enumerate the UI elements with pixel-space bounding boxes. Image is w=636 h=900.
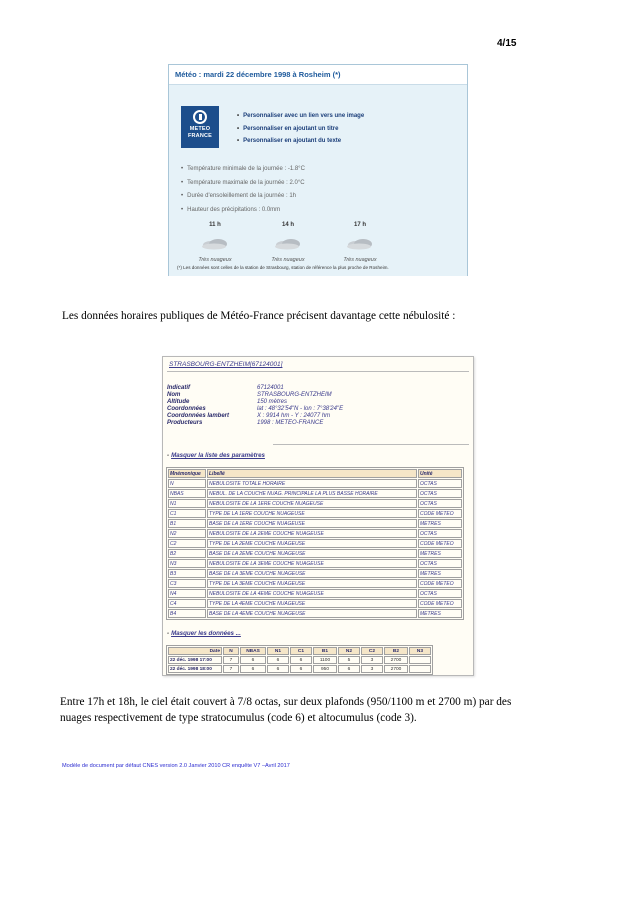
meteo-card (168, 64, 468, 276)
table-cell: 22 déc. 1998 17:00 (168, 656, 222, 664)
table-cell: B1 (168, 519, 206, 528)
personalize-links (237, 110, 364, 148)
table-cell: 7 (223, 656, 239, 664)
table-cell: NBAS (168, 489, 206, 498)
page-number: 4/15 (497, 38, 517, 49)
table-row (168, 589, 462, 598)
table-cell: OCTAS (418, 489, 462, 498)
table-cell: TYPE DE LA 4EME COUCHE NUAGEUSE (207, 599, 417, 608)
table-cell: 2700 (384, 656, 408, 664)
table-cell: C4 (168, 599, 206, 608)
table-cell: C3 (168, 579, 206, 588)
forecast-hour: 14 h (281, 222, 294, 228)
table-header-row (168, 647, 431, 655)
hide-params-link[interactable]: - Masquer la liste des paramètres (167, 452, 265, 459)
data-table (166, 645, 433, 675)
table-row (168, 559, 462, 568)
hide-data-link[interactable]: - Masquer les données ... (167, 630, 241, 637)
stat-min-temp: • Température minimale de la journée : -1.8°C (181, 166, 305, 172)
table-cell: N2 (168, 529, 206, 538)
table-cell: NEBULOSITE TOTALE HORAIRE (207, 479, 417, 488)
station-card (162, 356, 474, 676)
table-cell: C1 (168, 509, 206, 518)
table-cell: METRES (418, 519, 462, 528)
document-footer: Modèle de document par défaut CNES version 2.0 Janvier 2010 CR enquête V7 –Avril 2017 (62, 763, 290, 769)
forecast-14h (262, 222, 314, 263)
table-cell (409, 656, 431, 664)
table-cell: CODE METEO (418, 509, 462, 518)
table-cell: OCTAS (418, 479, 462, 488)
info-row: Coordonnées lambert X : 9914 hm - Y : 24077 hm (167, 413, 331, 419)
paragraph-line: nuages respectivement de type stratocumulus (code 6) et altocumulus (code 3). (60, 711, 417, 724)
table-cell: TYPE DE LA 3EME COUCHE NUAGEUSE (207, 579, 417, 588)
meteo-header: Météo : mardi 22 décembre 1998 à Rosheim (*) (169, 65, 467, 85)
cloud-icon (200, 238, 230, 250)
table-cell: METRES (418, 549, 462, 558)
info-row: Coordonnées lat : 48°32'54"N - lon : 7°38'24"E (167, 406, 344, 412)
info-row: Altitude 150 mètres (167, 399, 288, 405)
column-header: Mnémonique (168, 469, 206, 478)
station-title-link[interactable]: STRASBOURG-ENTZHEIM[67124001] (169, 361, 283, 368)
table-cell: 6 (240, 665, 266, 673)
column-header: B1 (313, 647, 337, 655)
table-cell: 6 (290, 665, 312, 673)
bullet-icon: • (237, 125, 240, 132)
info-row: Nom STRASBOURG-ENTZHEIM (167, 392, 332, 398)
table-cell: 2700 (384, 665, 408, 673)
table-cell: 5 (338, 656, 360, 664)
table-cell: OCTAS (418, 559, 462, 568)
table-cell: NEBULOSITE DE LA 2EME COUCHE NUAGEUSE (207, 529, 417, 538)
table-cell: OCTAS (418, 499, 462, 508)
table-cell: 6 (290, 656, 312, 664)
table-row (168, 549, 462, 558)
bullet-icon: • (237, 113, 240, 119)
personalize-link-title[interactable]: • Personnaliser en ajoutant un titre (237, 125, 339, 132)
table-cell: METRES (418, 609, 462, 618)
column-header: N (223, 647, 239, 655)
table-cell: BASE DE LA 4EME COUCHE NUAGEUSE (207, 609, 417, 618)
table-header-row (168, 469, 462, 478)
table-cell: TYPE DE LA 1ERE COUCHE NUAGEUSE (207, 509, 417, 518)
meteo-body (169, 85, 467, 276)
stat-max-temp: • Température maximale de la journée : 2.0°C (181, 179, 305, 186)
cloud-icon (345, 238, 375, 250)
table-row (168, 519, 462, 528)
table-cell: NEBULOSITE DE LA 3EME COUCHE NUAGEUSE (207, 559, 417, 568)
table-cell: 7 (223, 665, 239, 673)
table-cell: NEBULOSITE DE LA 1ERE COUCHE NUAGEUSE (207, 499, 417, 508)
table-cell: 950 (313, 665, 337, 673)
forecast-hour: 11 h (209, 222, 221, 228)
table-cell: N3 (168, 559, 206, 568)
table-cell: 6 (240, 656, 266, 664)
table-row (168, 569, 462, 578)
station-info (167, 385, 343, 427)
logo-line-1: METEO (189, 126, 211, 132)
column-header: N3 (409, 647, 431, 655)
table-row (168, 479, 462, 488)
forecast-11h (189, 222, 241, 263)
table-cell: C2 (168, 539, 206, 548)
logo-line-2: FRANCE (187, 132, 213, 139)
table-cell: 6 (267, 656, 289, 664)
table-cell: NEBULOSITE DE LA 4EME COUCHE NUAGEUSE (207, 589, 417, 598)
paragraph-conclusion (60, 695, 511, 726)
paragraph-intro: Les données horaires publiques de Météo-France précisent davantage cette nébulosité : (62, 310, 456, 322)
table-row (168, 599, 462, 608)
column-header: NBAS (240, 647, 266, 655)
table-cell: TYPE DE LA 2EME COUCHE NUAGEUSE (207, 539, 417, 548)
table-cell: CODE METEO (418, 539, 462, 548)
personalize-link-image[interactable]: • Personnaliser avec un lien vers une image (237, 113, 365, 119)
column-header: N1 (267, 647, 289, 655)
divider (167, 371, 469, 372)
table-row (168, 489, 462, 498)
meteo-france-logo (181, 106, 219, 148)
column-header: B2 (384, 647, 408, 655)
column-header: Unité (418, 469, 462, 478)
table-cell: CODE METEO (418, 579, 462, 588)
info-row: Producteurs 1998 : METEO-FRANCE (167, 420, 324, 426)
table-cell: N1 (168, 499, 206, 508)
table-cell (409, 665, 431, 673)
table-cell: CODE METEO (418, 599, 462, 608)
table-cell: 6 (267, 665, 289, 673)
table-cell: B4 (168, 609, 206, 618)
table-cell: OCTAS (418, 529, 462, 538)
table-cell: 6 (338, 665, 360, 673)
table-cell: BASE DE LA 3EME COUCHE NUAGEUSE (207, 569, 417, 578)
table-cell: OCTAS (418, 589, 462, 598)
table-row (168, 665, 431, 673)
stat-sunshine: • Durée d'ensoleillement de la journée : 1h (181, 193, 296, 199)
forecast-label: Très nuageux (271, 257, 305, 263)
column-header: Libellé (207, 469, 417, 478)
table-cell: N (168, 479, 206, 488)
table-cell: N4 (168, 589, 206, 598)
table-row (168, 579, 462, 588)
meteo-footnote: (*) Les données sont celles de la station de Strasbourg, station de référence la plus proche de Rosheim. (177, 265, 389, 270)
table-row (168, 539, 462, 548)
info-row: Indicatif 67124001 (167, 385, 284, 391)
personalize-link-text[interactable]: • Personnaliser en ajoutant du texte (237, 138, 342, 144)
cloud-icon (273, 238, 303, 250)
meteo-france-logo-mark-icon (193, 110, 207, 124)
table-cell: B2 (168, 549, 206, 558)
forecast-label: Très nuageux (198, 257, 232, 263)
paragraph-line: Entre 17h et 18h, le ciel était couvert à 7/8 octas, sur deux plafonds (950/1100 m et 2700 m) par des (60, 696, 512, 708)
table-row (168, 509, 462, 518)
divider (273, 444, 469, 445)
column-header: Date (168, 647, 222, 655)
stat-precipitation: • Hauteur des précipitations : 0.0mm (181, 206, 281, 213)
forecast-label: Très nuageux (343, 257, 377, 263)
table-cell: 22 déc. 1998 18:00 (168, 665, 222, 673)
table-cell: BASE DE LA 1ERE COUCHE NUAGEUSE (207, 519, 417, 528)
table-cell: NEBUL. DE LA COUCHE NUAG. PRINCIPALE LA PLUS BASSE HORAIRE (207, 489, 417, 498)
table-row (168, 499, 462, 508)
table-row (168, 529, 462, 538)
table-row (168, 656, 431, 664)
column-header: C2 (361, 647, 383, 655)
forecast-17h (334, 222, 386, 263)
table-row (168, 609, 462, 618)
column-header: N2 (338, 647, 360, 655)
table-cell: BASE DE LA 2EME COUCHE NUAGEUSE (207, 549, 417, 558)
params-table (166, 467, 464, 620)
table-cell: 3 (361, 665, 383, 673)
bullet-icon: • (237, 138, 240, 144)
daily-stats (181, 163, 305, 217)
table-cell: 3 (361, 656, 383, 664)
table-cell: B3 (168, 569, 206, 578)
forecast-hour: 17 h (353, 222, 366, 228)
column-header: C1 (290, 647, 312, 655)
table-cell: 1100 (313, 656, 337, 664)
table-cell: METRES (418, 569, 462, 578)
